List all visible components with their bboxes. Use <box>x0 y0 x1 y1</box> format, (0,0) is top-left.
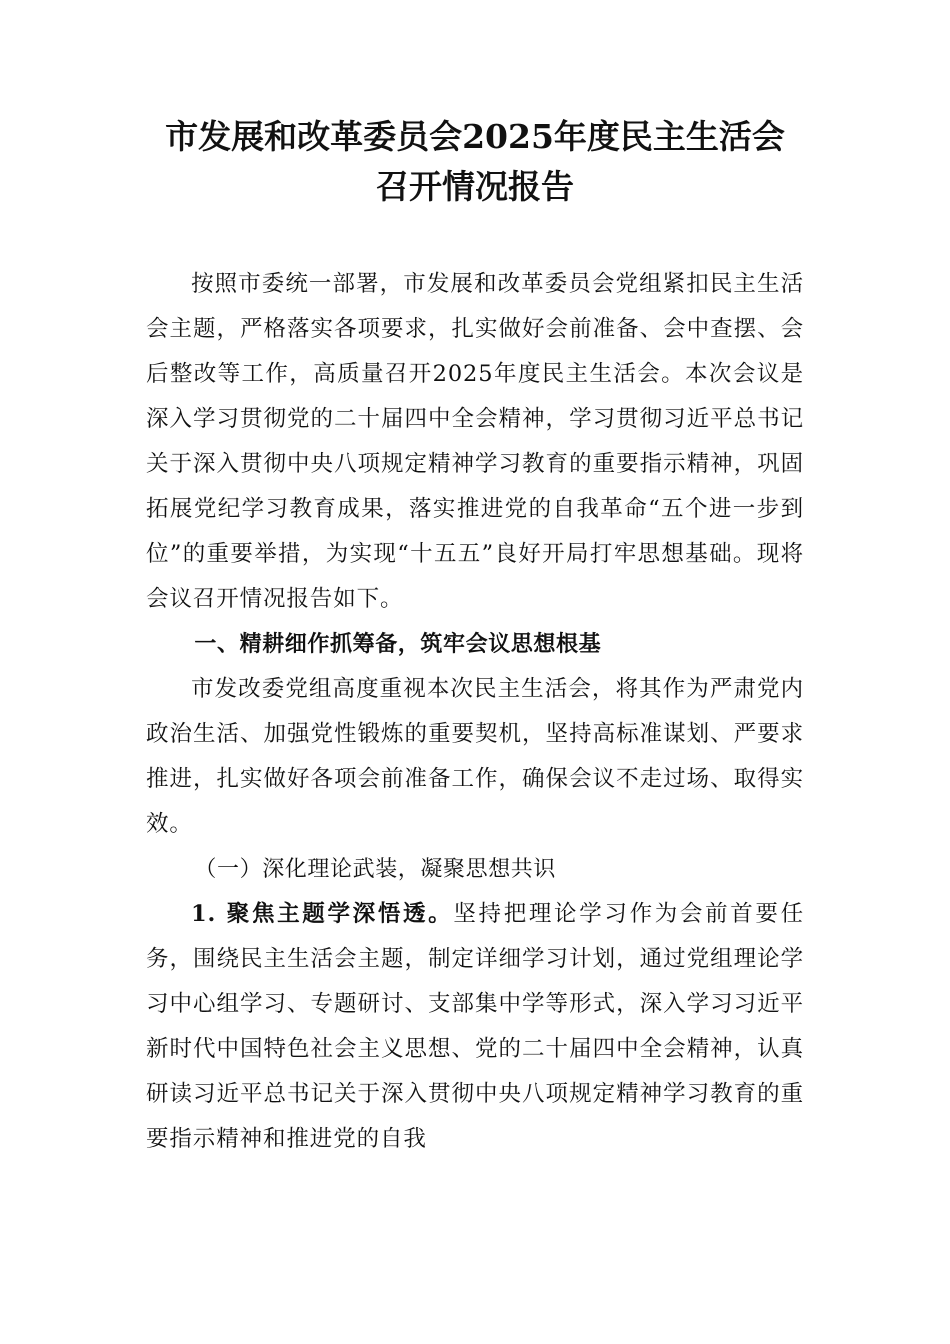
document-title <box>146 112 804 212</box>
subsection-1-heading: （一）深化理论武装，凝聚思想共识 <box>194 857 556 882</box>
item-1-paragraph <box>146 892 804 1162</box>
title-line-2: 召开情况报告 <box>376 167 574 206</box>
section-1-heading: 一、精耕细作抓筹备，筑牢会议思想根基 <box>194 632 602 657</box>
section-1-paragraph: 市发改委党组高度重视本次民主生活会，将其作为严肃党内政治生活、加强党性锻炼的重要契机，坚持高标准谋划、严要求推进，扎实做好各项会前准备工作，确保会议不走过场、取得实效。 <box>146 676 804 837</box>
intro-paragraph: 按照市委统一部署，市发展和改革委员会党组紧扣民主生活会主题，严格落实各项要求，扎实做好会前准备、会中查摆、会后整改等工作，高质量召开2025年度民主生活会。本次会议是深入学习贯彻党的二十届四中全会精神，学习贯彻习近平总书记关于深入贯彻中央八项规定精神学习教育的重要指示精神，巩固拓展党纪学习教育成果，落实推进党的自我革命“五个进一步到位”的重要举措，为实现“十五五”良好开局打牢思想基础。现将会议召开情况报告如下。 <box>146 271 804 612</box>
title-line-1: 市发展和改革委员会2025年度民主生活会 <box>165 117 785 156</box>
document-body <box>146 262 804 1162</box>
item-1-text: 坚持把理论学习作为会前首要任务，围绕民主生活会主题，制定详细学习计划，通过党组理论学习中心组学习、专题研讨、支部集中学等形式，深入学习习近平新时代中国特色社会主义思想、党的二十届四中全会精神，认真研读习近平总书记关于深入贯彻中央八项规定精神学习教育的重要指示精神和推进党的自我 <box>146 901 805 1152</box>
item-1-lead: 1. 聚焦主题学深悟透。 <box>191 901 454 927</box>
